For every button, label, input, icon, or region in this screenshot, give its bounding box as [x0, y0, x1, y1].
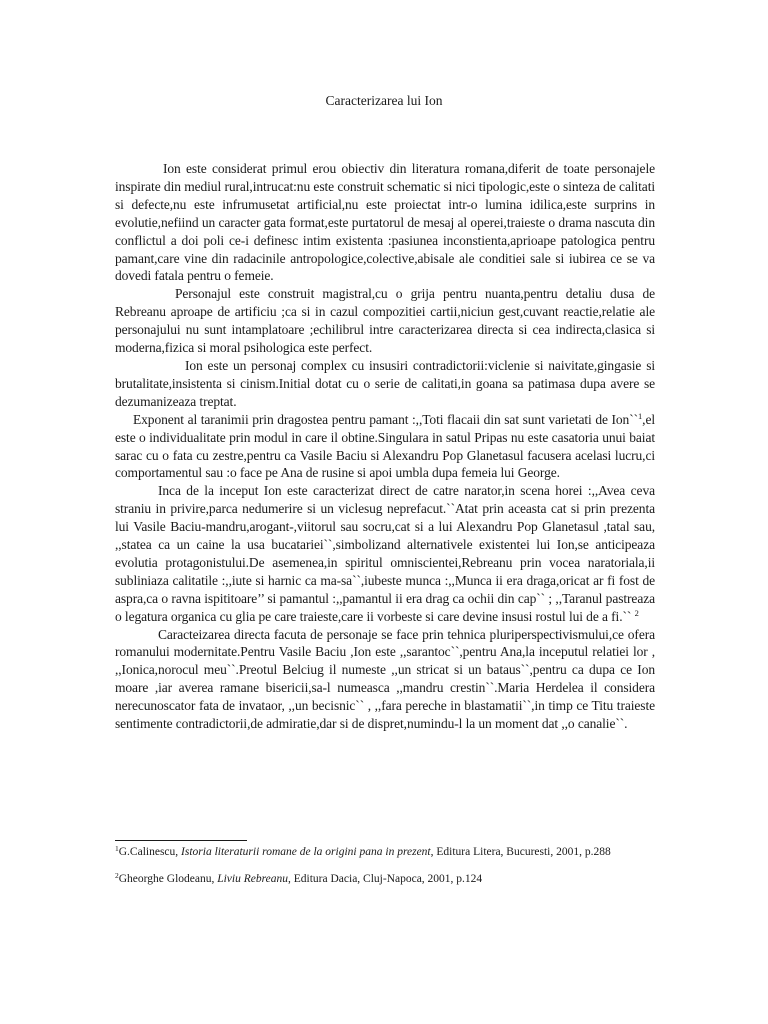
footnote-reference[interactable]: 1 [638, 410, 643, 421]
paragraph [115, 411, 655, 483]
paragraph-text: Inca de la inceput Ion este caracterizat direct de catre narator,in scena horei :,,Avea ceva straniu in privire,parca nedumerire si un viclesug neprefacut.``Atat prin aceasta cat si prin prezenta lui Vasile Baciu-mandru,arogant-,viitorul sau socru,cat si a lui Alexandru Pop Glanetasul ,tatal sau, ,,statea ca un caine la usa bucatariei``,simbolizand alternativele existentei lui Ion,se anticipeaza evolutia protagonistului.De asemenea,in spiritul omniscientei,Rebreanu prin vocea naratoriala,ii subliniaza calitatile :,,iute si harnic ca ma-sa``,iubeste munca :,,Munca ii era draga,oricat ar fi fost de aspra,ca o ravna ispititoare’’ si pamantul :,,pamantul ii era drag ca ochii din cap`` ; ,,Taranul pastreaza o legatura organica cu glia pe care traieste,care ii vorbeste si care devine insusi rostul lui de a fi.`` [115, 483, 655, 624]
paragraph [115, 285, 655, 357]
paragraph-text: Caracteizarea directa facuta de personaje se face prin tehnica pluriperspectivismului,ce ofera romanului modernitate.Pentru Vasile Baciu ,Ion este ,,sarantoc``,pentru Ana,la inceputul relatiei lor , ,,Ionica,norocul meu``.Preotul Belciug il numeste ,,un stricat si un bataus``,pentru ca dupa ce Ion moare ,iar averea ramane bisericii,sa-l numeasca ,,mandru crestin``.Maria Herdelea il considera nerecunoscator fata de invataor, ,,un becisnic`` , ,,fara pereche in blastamatii``,in timp ce Titu traieste sentimente contradictorii,de admiratie,dar si de dispret,numindu-l la un moment dat ,,o canalie``. [115, 626, 655, 732]
footnotes [115, 845, 655, 887]
footnote-separator [115, 840, 247, 841]
footnote-author: Gheorghe Glodeanu, [118, 872, 218, 885]
paragraph [115, 482, 655, 625]
footnote-details: , Editura Dacia, Cluj-Napoca, 2001, p.124 [288, 872, 483, 885]
footnote-mark: 1 [115, 844, 119, 853]
paragraph-text: Personajul este construit magistral,cu o grija pentru nuanta,pentru detaliu dusa de Rebreanu aproape de artificiu ;ca si in cazul compozitiei cartii,niciun gest,cuvant reactie,relatie ale personajului nu sunt intamplatoare ;echilibrul intre caracterizarea directa si cea indirecta,clasica si moderna,fizica si moral psihologica este perfect. [115, 286, 655, 356]
footnote-details: , Editura Litera, Bucuresti, 2001, p.288 [430, 846, 611, 858]
footnote-1 [115, 845, 655, 861]
footnote-2 [115, 872, 655, 888]
footnote-work-title: Liviu Rebreanu [217, 872, 289, 885]
footnote-author: G.Calinescu, [118, 846, 182, 858]
paragraph-text: Ion este un personaj complex cu insusiri contradictorii:viclenie si naivitate,gingasie si brutalitate,insistenta si cinism.Initial dotat cu o serie de calitati,in goana sa patimasa dupa avere se dezumanizeaza treptat. [115, 357, 655, 409]
paragraph [115, 626, 655, 733]
footnote-reference[interactable]: 2 [634, 607, 639, 618]
paragraph-text: Exponent al taranimii prin dragostea pentru pamant :,,Toti flacaii din sat sunt varietati de Ion`` [133, 411, 639, 427]
page-title: Caracterizarea lui Ion [325, 93, 443, 108]
document-body [115, 160, 655, 733]
footnote-mark: 2 [115, 870, 119, 880]
paragraph [115, 357, 655, 411]
paragraph-text: Ion este considerat primul erou obiectiv din literatura romana,diferit de toate personajele inspirate din mediul rural,intrucat:nu este construit schematic si nici tipologic,este o sinteza de calitati si defecte,nu este infrumusetat artificial,nu este proiectat intr-o lumina idilica,este surprins in evolutie,nefiind un caracter gata format,este purtatorul de mesaj al operei,traieste o drama nascuta din conflictul a doi poli ce-i definesc intim existenta :pasiunea inconstienta,aprioape patologica pentru pamant,care vine din radacinile antropologice,colective,abisale ale conditiei sale si iubirea ce se va dovedi fatala pentru o femeie. [115, 161, 655, 284]
footnote-work-title: Istoria literaturii romane de la origini pana in prezent [181, 846, 431, 858]
paragraph [115, 160, 655, 285]
paragraph-text-continued: ,el este o individualitate prin modul in care il obtine.Singulara in satul Pripas nu este casatoria unui baiat sarac cu o fata cu zestre,pentru ca Vasile Baciu si Alexandru Pop Glanetasul facusera acelasi lucru,ci comportamentul sau :o face pe Ana de rusine si apoi umbla dupa femeia lui George. [115, 411, 655, 481]
